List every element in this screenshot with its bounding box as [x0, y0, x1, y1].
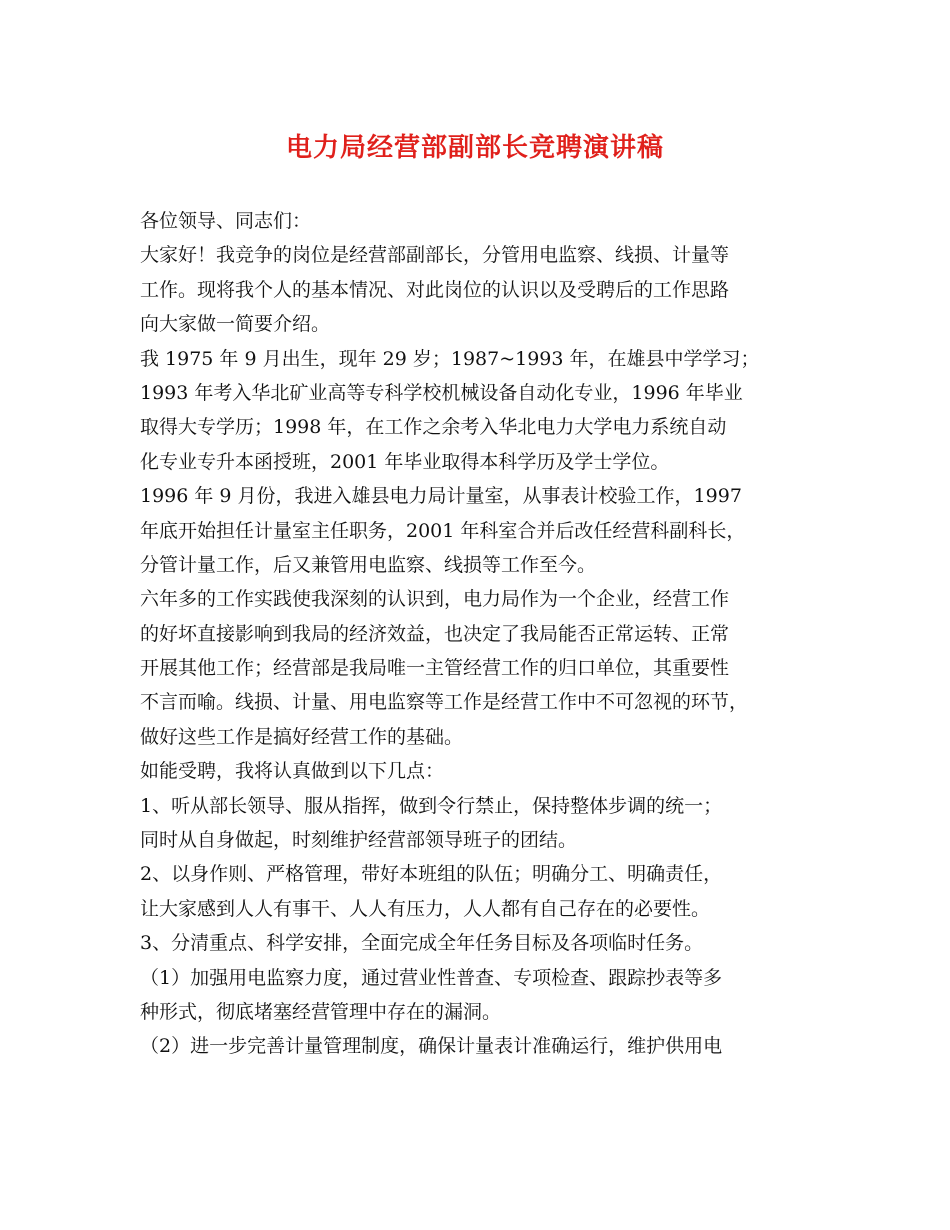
text-line: 我 1975 年 9 月出生，现年 29 岁；1987~1993 年，在雄县中学学习； [140, 347, 760, 370]
text-line: 化专业专升本函授班，2001 年毕业取得本科学历及学士学位。 [140, 450, 670, 473]
document-body [140, 204, 830, 1064]
text-line: 2、以身作则、严格管理，带好本班组的队伍；明确分工、明确责任， [140, 863, 723, 886]
text-line: 年底开始担任计量室主任职务，2001 年科室合并后改任经营科副科长， [140, 519, 746, 542]
text-line: 如能受聘，我将认真做到以下几点： [140, 760, 445, 783]
text-line: 分管计量工作，后又兼管用电监察、线损等工作至今。 [140, 553, 597, 576]
text-line: 同时从自身做起，时刻维护经营部领导班子的团结。 [140, 829, 578, 852]
text-line: 大家好！我竞争的岗位是经营部副部长，分管用电监察、线损、计量等 [140, 244, 730, 267]
text-line: 不言而喻。线损、计量、用电监察等工作是经营工作中不可忽视的环节， [140, 691, 749, 714]
text-line: （1）加强用电监察力度，通过营业性普查、专项检查、跟踪抄表等多 [140, 966, 723, 989]
text-line: 让大家感到人人有事干、人人有压力，人人都有自己存在的必要性。 [140, 897, 711, 920]
document-title: 电力局经营部副部长竞聘演讲稿 [285, 133, 664, 163]
text-line: 的好坏直接影响到我局的经济效益，也决定了我局能否正常运转、正常 [140, 622, 730, 645]
text-line: 各位领导、同志们： [140, 210, 312, 232]
text-line: 向大家做一简要介绍。 [140, 313, 331, 336]
text-line: 做好这些工作是搞好经营工作的基础。 [140, 725, 464, 748]
text-line: 1996 年 9 月份，我进入雄县电力局计量室，从事表计校验工作，1997 [140, 485, 742, 508]
text-line: 1、听从部长领导、服从指挥，做到令行禁止，保持整体步调的统一； [140, 794, 723, 817]
text-line: 开展其他工作；经营部是我局唯一主管经营工作的归口单位，其重要性 [140, 657, 730, 680]
text-line: 1993 年考入华北矿业高等专科学校机械设备自动化专业，1996 年毕业 [140, 381, 743, 404]
text-line: 取得大专学历；1998 年，在工作之余考入华北电力大学电力系统自动 [140, 416, 727, 439]
text-line: （2）进一步完善计量管理制度，确保计量表计准确运行，维护供用电 [140, 1035, 723, 1058]
text-line: 六年多的工作实践使我深刻的认识到，电力局作为一个企业，经营工作 [140, 588, 730, 611]
text-line: 种形式，彻底堵塞经营管理中存在的漏洞。 [140, 1000, 502, 1023]
text-line: 工作。现将我个人的基本情况、对此岗位的认识以及受聘后的工作思路 [140, 278, 730, 301]
text-line: 3、分清重点、科学安排，全面完成全年任务目标及各项临时任务。 [140, 932, 704, 955]
